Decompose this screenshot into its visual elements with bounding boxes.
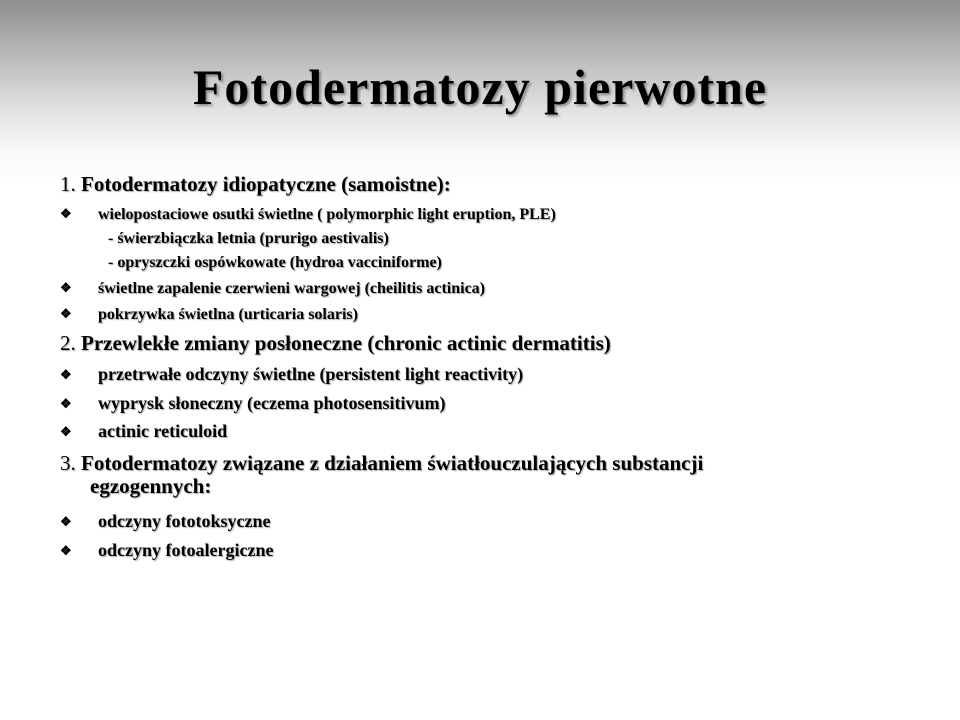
list-item bbox=[60, 540, 273, 561]
section-number: 2. bbox=[60, 331, 76, 355]
section-heading bbox=[60, 451, 703, 476]
section-number: 1. bbox=[60, 172, 76, 196]
list-item-text: wielopostaciowe osutki świetlne ( polymorphic light eruption, PLE) bbox=[98, 206, 556, 223]
sub-item bbox=[60, 254, 442, 272]
section-heading bbox=[60, 331, 611, 356]
list-item-text: świetlne zapalenie czerwieni wargowej (cheilitis actinica) bbox=[98, 280, 485, 297]
sub-item bbox=[60, 230, 389, 248]
diamond-bullet-icon: ❖ bbox=[60, 367, 72, 382]
list-item bbox=[60, 421, 227, 442]
list-item-text: przetrwałe odczyny świetlne (persistent light reactivity) bbox=[98, 364, 524, 384]
list-item bbox=[60, 206, 556, 224]
list-item bbox=[60, 306, 358, 324]
section-heading-text: Fotodermatozy związane z działaniem światłouczulających substancji bbox=[81, 451, 704, 475]
list-item-text: pokrzywka świetlna (urticaria solaris) bbox=[98, 306, 358, 323]
sub-item-text: - świerzbiączka letnia (prurigo aestivalis) bbox=[108, 230, 389, 247]
list-item-text: wyprysk słoneczny (eczema photosensitivum) bbox=[98, 393, 446, 413]
list-item-text: odczyny fotoalergiczne bbox=[98, 540, 274, 560]
sub-item-text: - opryszczki ospówkowate (hydroa vacciniforme) bbox=[108, 254, 442, 271]
section-heading-continuation: egzogennych: bbox=[90, 474, 212, 498]
slide-title: Fotodermatozy pierwotne bbox=[192, 59, 768, 115]
list-item bbox=[60, 364, 523, 385]
list-item bbox=[60, 393, 445, 414]
list-item bbox=[60, 511, 270, 532]
diamond-bullet-icon: ❖ bbox=[60, 424, 72, 439]
section-number: 3. bbox=[60, 451, 76, 475]
list-item-text: actinic reticuloid bbox=[98, 421, 228, 441]
section-heading-text: Fotodermatozy idiopatyczne (samoistne): bbox=[81, 172, 451, 196]
list-item bbox=[60, 280, 485, 298]
diamond-bullet-icon: ❖ bbox=[60, 206, 72, 221]
list-item-text: odczyny fototoksyczne bbox=[98, 511, 271, 531]
section-heading-text: Przewlekłe zmiany posłoneczne (chronic actinic dermatitis) bbox=[81, 331, 611, 355]
diamond-bullet-icon: ❖ bbox=[60, 280, 72, 295]
section-heading bbox=[60, 172, 451, 197]
diamond-bullet-icon: ❖ bbox=[60, 396, 72, 411]
diamond-bullet-icon: ❖ bbox=[60, 543, 72, 558]
diamond-bullet-icon: ❖ bbox=[60, 306, 72, 321]
diamond-bullet-icon: ❖ bbox=[60, 514, 72, 529]
